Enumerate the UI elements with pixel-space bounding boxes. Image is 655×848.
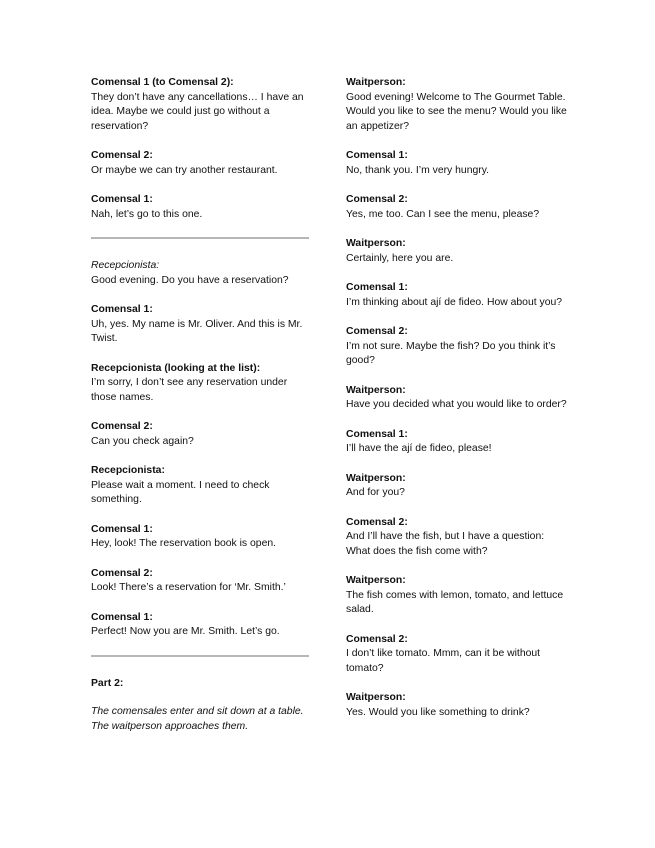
speaker-label: Comensal 1: bbox=[346, 150, 408, 161]
stage-direction: The waitperson approaches them. bbox=[91, 720, 249, 732]
speaker-label: Comensal 1: bbox=[91, 611, 153, 623]
dialogue-line bbox=[346, 237, 568, 266]
dialogue-text: Have you decided what you would like to order? bbox=[346, 399, 567, 410]
dialogue-line bbox=[91, 303, 313, 347]
dialogue-text: No, thank you. I’m very hungry. bbox=[346, 164, 490, 176]
speaker-label: Recepcionista: bbox=[91, 260, 160, 271]
section-divider bbox=[91, 237, 309, 239]
speaker-label: Waitperson: bbox=[346, 575, 406, 586]
speaker-label: Comensal 1: bbox=[91, 194, 153, 205]
dialogue-line bbox=[346, 149, 568, 178]
speaker-label: Comensal 2: bbox=[91, 421, 153, 432]
dialogue-text: Nah, let’s go to this one. bbox=[91, 208, 203, 220]
dialogue-line bbox=[346, 281, 568, 310]
speaker-label: Waitperson: bbox=[346, 238, 406, 249]
right-column bbox=[346, 76, 568, 735]
dialogue-text: Or maybe we can try another restaurant. bbox=[91, 164, 278, 176]
dialogue-line bbox=[91, 259, 313, 288]
dialogue-text: And for you? bbox=[346, 487, 405, 498]
dialogue-text: I’m sorry, I don’t see any reservation under those names. bbox=[91, 377, 288, 403]
stage-direction: The comensales enter and sit down at a table. bbox=[91, 706, 304, 717]
section-divider bbox=[91, 655, 309, 657]
dialogue-text: I’ll have the ají de fideo, please! bbox=[346, 443, 492, 454]
dialogue-text: Certainly, here you are. bbox=[346, 252, 454, 264]
dialogue-text: Good evening! Welcome to The Gourmet Table. Would you like to see the menu? Would you like an appetizer? bbox=[346, 91, 567, 132]
speaker-label: Comensal 2: bbox=[91, 567, 153, 579]
left-column bbox=[91, 76, 313, 734]
dialogue-line bbox=[91, 76, 313, 134]
dialogue-line bbox=[346, 691, 568, 720]
dialogue-line bbox=[346, 428, 568, 457]
speaker-label: Comensal 2: bbox=[91, 150, 153, 161]
speaker-label: Recepcionista (looking at the list): bbox=[91, 362, 261, 374]
dialogue-text: Please wait a moment. I need to check something. bbox=[91, 479, 270, 505]
dialogue-text: I don’t like tomato. Mmm, can it be without tomato? bbox=[346, 648, 541, 674]
dialogue-line bbox=[346, 633, 568, 677]
dialogue-line bbox=[91, 611, 313, 640]
dialogue-text: The fish comes with lemon, tomato, and lettuce salad. bbox=[346, 589, 564, 615]
dialogue-line bbox=[346, 76, 568, 134]
dialogue-group-1 bbox=[91, 76, 313, 222]
speaker-label: Waitperson: bbox=[346, 472, 406, 484]
speaker-label: Recepcionista: bbox=[91, 465, 165, 476]
dialogue-text: And I’ll have the fish, but I have a question: What does the fish come with? bbox=[346, 531, 545, 557]
dialogue-line bbox=[91, 567, 313, 596]
dialogue-line bbox=[346, 516, 568, 560]
dialogue-text: Look! There’s a reservation for ‘Mr. Smith.’ bbox=[91, 582, 286, 593]
dialogue-text: Yes. Would you like something to drink? bbox=[346, 706, 530, 718]
speaker-label: Comensal 2: bbox=[346, 326, 408, 337]
speaker-label: Comensal 1: bbox=[91, 304, 153, 315]
speaker-label: Comensal 1: bbox=[91, 523, 153, 535]
dialogue-text: They don’t have any cancellations… I have an idea. Maybe we could just go without a reservation? bbox=[91, 91, 304, 132]
dialogue-text: I’m thinking about ají de fideo. How about you? bbox=[346, 296, 563, 308]
dialogue-text: Uh, yes. My name is Mr. Oliver. And this is Mr. Twist. bbox=[91, 318, 303, 344]
speaker-label: Waitperson: bbox=[346, 77, 406, 88]
dialogue-line bbox=[91, 523, 313, 552]
dialogue-text: I’m not sure. Maybe the fish? Do you think it’s good? bbox=[346, 340, 556, 366]
speaker-label: Comensal 1: bbox=[346, 428, 408, 440]
speaker-label: Comensal 1: bbox=[346, 282, 408, 293]
dialogue-line bbox=[91, 149, 313, 178]
dialogue-line bbox=[346, 193, 568, 222]
speaker-label: Waitperson: bbox=[346, 692, 406, 703]
dialogue-line bbox=[346, 384, 568, 413]
dialogue-text: Hey, look! The reservation book is open. bbox=[91, 538, 277, 549]
speaker-label: Comensal 2: bbox=[346, 516, 408, 528]
dialogue-line bbox=[346, 472, 568, 501]
dialogue-text: Perfect! Now you are Mr. Smith. Let’s go. bbox=[91, 626, 280, 637]
part-2-section bbox=[91, 677, 313, 735]
speaker-label: Comensal 2: bbox=[346, 633, 408, 645]
speaker-label: Comensal 2: bbox=[346, 194, 408, 205]
dialogue-group-2 bbox=[91, 259, 313, 640]
speaker-label: Waitperson: bbox=[346, 384, 406, 396]
dialogue-line bbox=[91, 193, 313, 222]
dialogue-line bbox=[91, 464, 313, 508]
speaker-label: Comensal 1 (to Comensal 2): bbox=[91, 77, 234, 88]
dialogue-text: Can you check again? bbox=[91, 435, 194, 447]
dialogue-text: Good evening. Do you have a reservation? bbox=[91, 274, 289, 286]
dialogue-line bbox=[346, 325, 568, 369]
dialogue-line bbox=[91, 420, 313, 449]
part-title: Part 2: bbox=[91, 677, 124, 689]
dialogue-line bbox=[346, 574, 568, 618]
dialogue-line bbox=[91, 362, 313, 406]
dialogue-text: Yes, me too. Can I see the menu, please? bbox=[346, 208, 540, 220]
